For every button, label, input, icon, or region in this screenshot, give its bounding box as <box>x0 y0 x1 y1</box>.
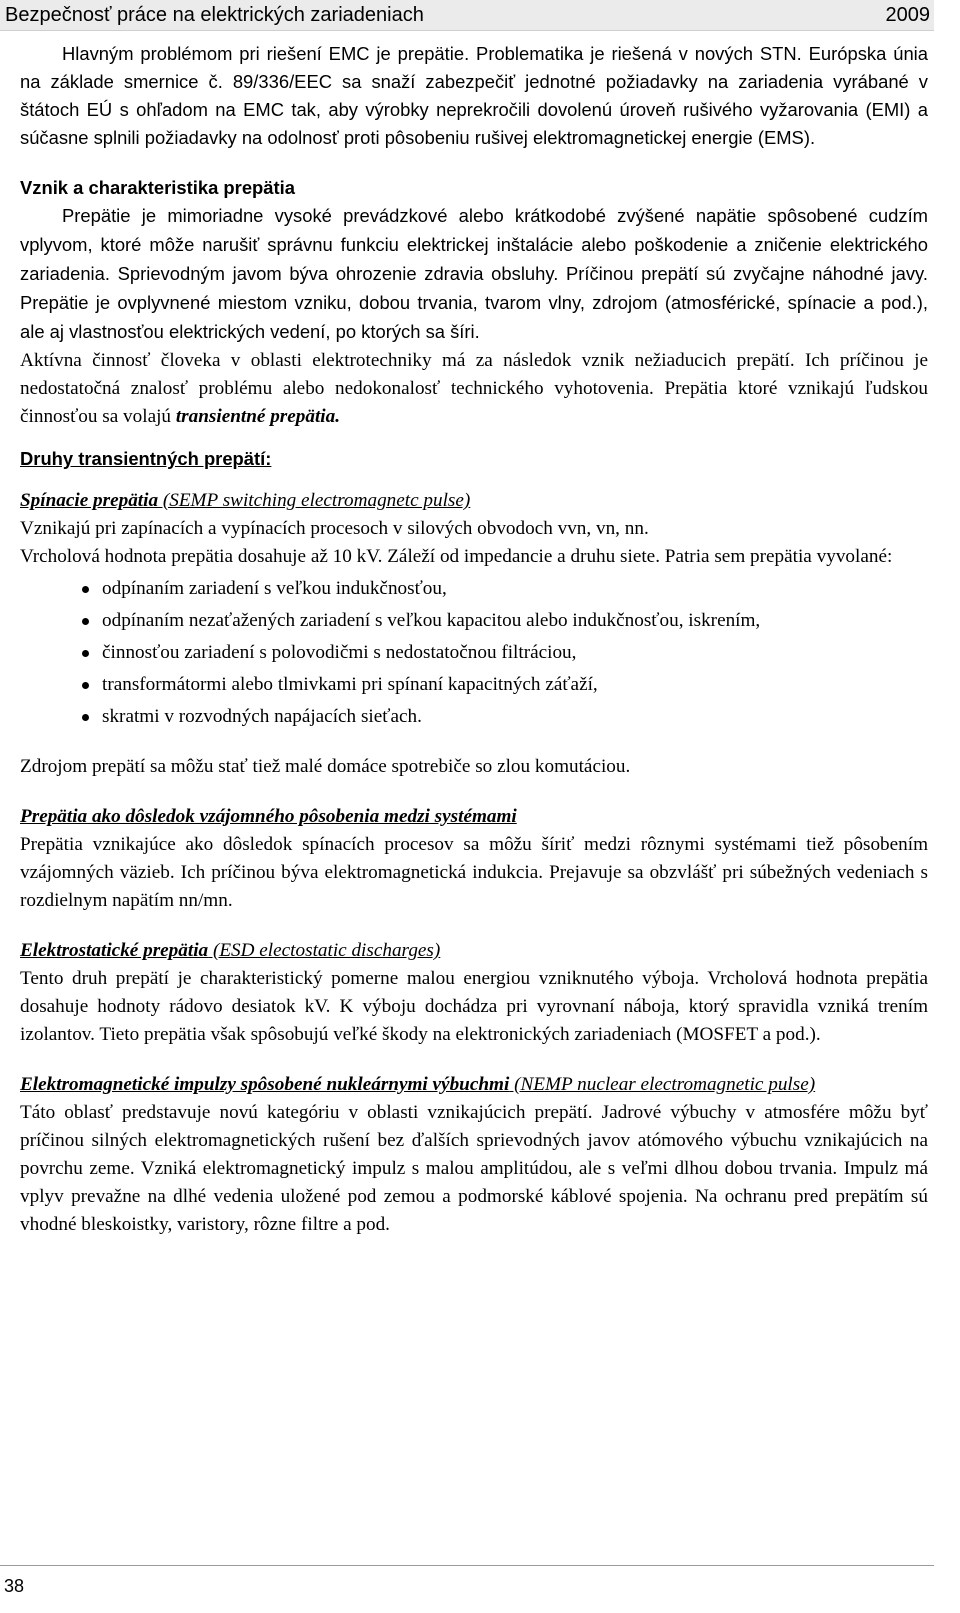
esd-title: Elektrostatické prepätia <box>20 940 209 961</box>
spacer <box>20 915 928 937</box>
list-item-text: skratmi v rozvodných napájacích sieťach. <box>102 706 422 727</box>
spacer <box>20 152 928 174</box>
spacer <box>20 431 928 445</box>
vznik-paragraph-2-emphasis: transientné prepätia. <box>175 406 341 427</box>
vznik-paragraph-2-text: Aktívna činnosť človeka v oblasti elektrotechniky má za následok vznik nežiaducich prepätí. Ich príčinou je nedostatočná znalosť problému alebo nedokonalosť technického vyhotovenia. Prepätia ktoré vznikajú ľudskou činnosťou sa volajú <box>20 350 928 427</box>
spacer <box>20 473 928 487</box>
page-header <box>0 0 934 31</box>
bullet-icon <box>82 586 89 593</box>
document-body <box>20 40 928 1239</box>
spinacie-bullet-list <box>20 575 928 731</box>
spacer <box>20 1049 928 1071</box>
page-number: 38 <box>4 1576 25 1596</box>
list-item <box>20 671 928 699</box>
bullet-icon <box>82 682 89 689</box>
nemp-title: Elektromagnetické impulzy spôsobené nukleárnymi výbuchmi <box>20 1074 510 1095</box>
spinacie-closing: Zdrojom prepätí sa môžu stať tiež malé domáce spotrebiče so zlou komutáciou. <box>20 756 631 777</box>
intro-paragraph: Hlavným problémom pri riešení EMC je prepätie. Problematika je riešená v nových STN. Európska únia na základe smernice č. 89/336/EEC sa snaží zabezpečiť jednotné požiadavky na zariadenia vyrábané v štátoch EÚ s ohľadom na EMC tak, aby výrobky neprekročili dovolenú úroveň rušivého vyžarovania (EMI) a súčasne splnili požiadavky na odolnosť proti pôsobeniu rušivej elektromagnetickej energie (EMS). <box>20 43 928 148</box>
vzajomne-title: Prepätia ako dôsledok vzájomného pôsobenia medzi systémami <box>20 806 517 827</box>
spinacie-title-line <box>20 487 928 515</box>
vznik-paragraph-1-serif: Sprievodným javom býva ohrozenie zdravia obsluhy. Príčinou prepätí sú zvyčajne náhodné javy. Prepätie je ovplyvnené miestom vzniku, dobou trvania, tvarom vlny, zdrojom (atmosférické, spínacie a pod.), ale aj vlastnosťou elektrických vedení, po ktorých sa šíri. <box>20 263 928 342</box>
nemp-paragraph: Táto oblasť predstavuje novú kategóriu v oblasti vznikajúcich prepätí. Jadrové výbuchy v atmosfére môžu byť príčinou silných elektromagnetických rušení bez ďalších sprievodných javov atómového výbuchu vznikajúcich na povrchu zeme. Vzniká elektromagnetický impulz s malou amplitúdou, ale s veľmi dlhou dobou trvania. Impulz má vplyv prevažne na dlhé vedenia uložené pod zemou a podmorské káblové spojenia. Na ochranu pred prepätím sú vhodné bleskoistky, varistory, rôzne filtre a pod. <box>20 1102 928 1235</box>
section-heading-druhy: Druhy transientných prepätí: <box>20 448 272 469</box>
nemp-subtitle: (NEMP nuclear electromagnetic pulse) <box>509 1074 816 1095</box>
esd-title-line <box>20 937 928 965</box>
list-item-text: odpínaním zariadení s veľkou indukčnosťou, <box>102 578 447 599</box>
spinacie-line-2: Vrcholová hodnota prepätia dosahuje až 10 kV. Záleží od impedancie a druhu siete. Patria sem prepätia vyvolané: <box>20 546 893 567</box>
bullet-icon <box>82 714 89 721</box>
list-item <box>20 575 928 603</box>
header-title: Bezpečnosť práce na elektrických zariadeniach <box>5 4 424 26</box>
list-item-text: odpínaním nezaťažených zariadení s veľkou kapacitou alebo indukčnosťou, iskrením, <box>102 610 761 631</box>
list-item <box>20 703 928 731</box>
nemp-title-line <box>20 1071 928 1099</box>
header-year: 2009 <box>885 4 930 26</box>
footer-divider <box>0 1565 934 1566</box>
vznik-paragraph-2 <box>20 347 928 431</box>
spacer <box>20 781 928 803</box>
esd-subtitle: (ESD electostatic discharges) <box>208 940 441 961</box>
bullet-icon <box>82 650 89 657</box>
bullet-icon <box>82 618 89 625</box>
vzajomne-paragraph: Prepätia vznikajúce ako dôsledok spínacích procesov sa môžu šíriť medzi rôznymi systémami tiež pôsobením vzájomných väzieb. Ich príčinou býva elektromagnetická indukcia. Prejavuje sa obzvlášť pri súbežných vedeniach s rozdielnym napätím nn/mn. <box>20 834 928 911</box>
vznik-paragraph-1-sans: Prepätie je mimoriadne vysoké prevádzkové alebo krátkodobé zvýšené napätie spôsobené cudzím vplyvom, ktoré môže narušiť správnu funkciu elektrickej inštalácie alebo poškodenie a zničenie elektrického zariadenia. <box>20 205 928 284</box>
spacer <box>20 731 928 753</box>
list-item-text: transformátormi alebo tlmivkami pri spínaní kapacitných záťaží, <box>102 674 598 695</box>
esd-paragraph: Tento druh prepätí je charakteristický pomerne malou energiou vzniknutého výboja. Vrcholová hodnota prepätia dosahuje hodnoty rádovo desiatok kV. K výboju dochádza pri vyrovnaní náboja, ktorý spravidla vzniká trením izolantov. Tieto prepätia však spôsobujú veľké škody na elektronických zariadeniach (MOSFET a pod.). <box>20 968 928 1045</box>
spinacie-subtitle: (SEMP switching electromagnetc pulse) <box>158 490 471 511</box>
list-item <box>20 639 928 667</box>
list-item <box>20 607 928 635</box>
spinacie-line-1: Vznikajú pri zapínacích a vypínacích procesoch v silových obvodoch vvn, vn, nn. <box>20 518 649 539</box>
section-heading-vznik: Vznik a charakteristika prepätia <box>20 177 295 198</box>
vznik-paragraph-1 <box>20 202 928 347</box>
list-item-text: činnosťou zariadení s polovodičmi s nedostatočnou filtráciou, <box>102 642 577 663</box>
spinacie-title: Spínacie prepätia <box>20 490 159 511</box>
